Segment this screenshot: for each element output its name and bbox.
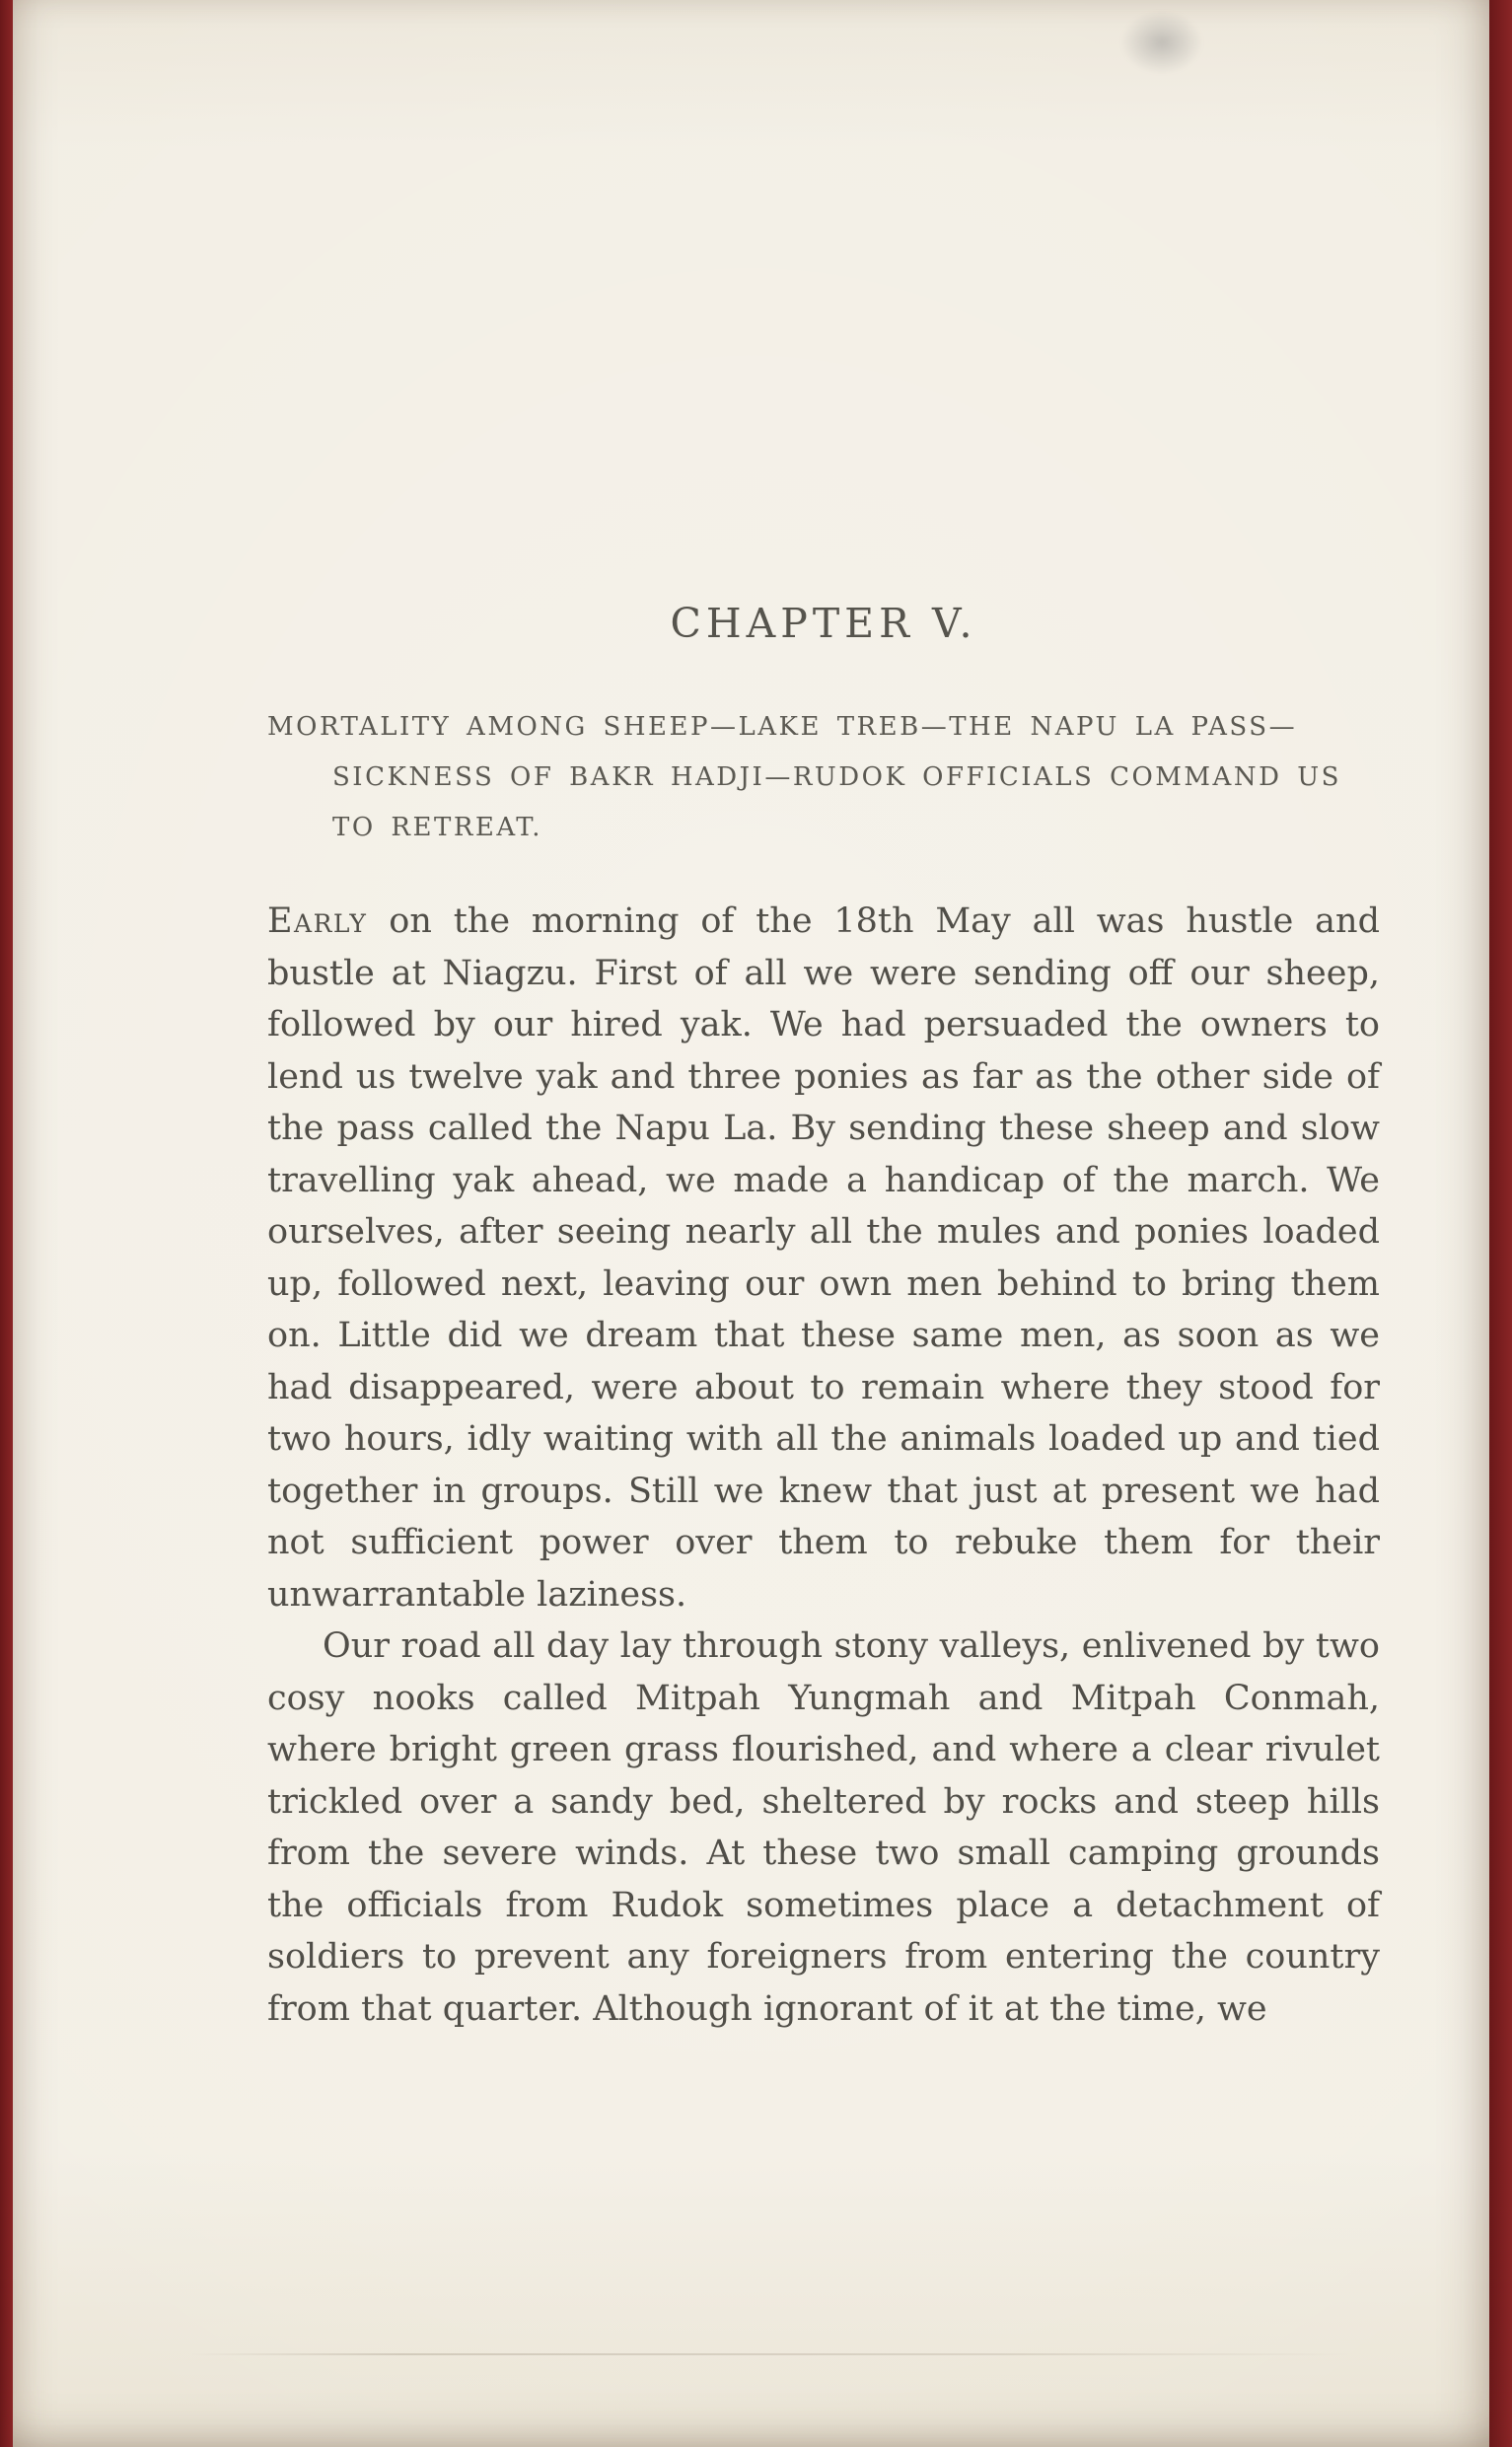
page-content xyxy=(267,0,1380,2035)
paragraph-1 xyxy=(267,896,1380,1620)
synopsis-line-1: MORTALITY AMONG SHEEP—LAKE TREB—THE NAPU LA PASS— xyxy=(267,712,1298,742)
book-cover-edge-left xyxy=(0,0,13,2447)
chapter-synopsis xyxy=(267,702,1380,853)
page-crease xyxy=(190,2353,1351,2355)
book-page xyxy=(13,0,1489,2447)
synopsis-line-3: TO RETREAT. xyxy=(332,813,543,842)
paragraph-1-text: on the morning of the 18th May all was hustle and bustle at Niagzu. First of all we were sending off our sheep, followed by our hired yak. We had persuaded the owners to lend us twelve yak and three ponies as far as the other side of the pass called the Napu La. By sending these sheep and slow travelling yak ahead, we made a handicap of the march. We ourselves, after seeing nearly all the mules and ponies loaded up, followed next, leaving our own men behind to bring them on. Little did we dream that these same men, as soon as we had disappeared, were about to remain where they stood for two hours, idly waiting with all the animals loaded up and tied together in groups. Still we knew that just at present we had not sufficient power over them to rebuke them for their unwarrantable laziness. xyxy=(267,901,1380,1615)
lead-word: Early xyxy=(267,901,368,941)
book-cover-edge-right xyxy=(1489,0,1512,2447)
synopsis-line-2: SICKNESS OF BAKR HADJI—RUDOK OFFICIALS COMMAND US xyxy=(332,762,1341,792)
paragraph-2: Our road all day lay through stony valleys, enlivened by two cosy nooks called Mitpah Yungmah and Mitpah Conmah, where bright green grass flourished, and where a clear rivulet trickled over a sandy bed, sheltered by rocks and steep hills from the severe winds. At these two small camping grounds the officials from Rudok sometimes place a detachment of soldiers to prevent any foreigners from entering the country from that quarter. Although ignorant of it at the time, we xyxy=(267,1626,1380,2029)
chapter-heading: CHAPTER V. xyxy=(670,600,977,647)
body-text xyxy=(267,896,1380,2035)
